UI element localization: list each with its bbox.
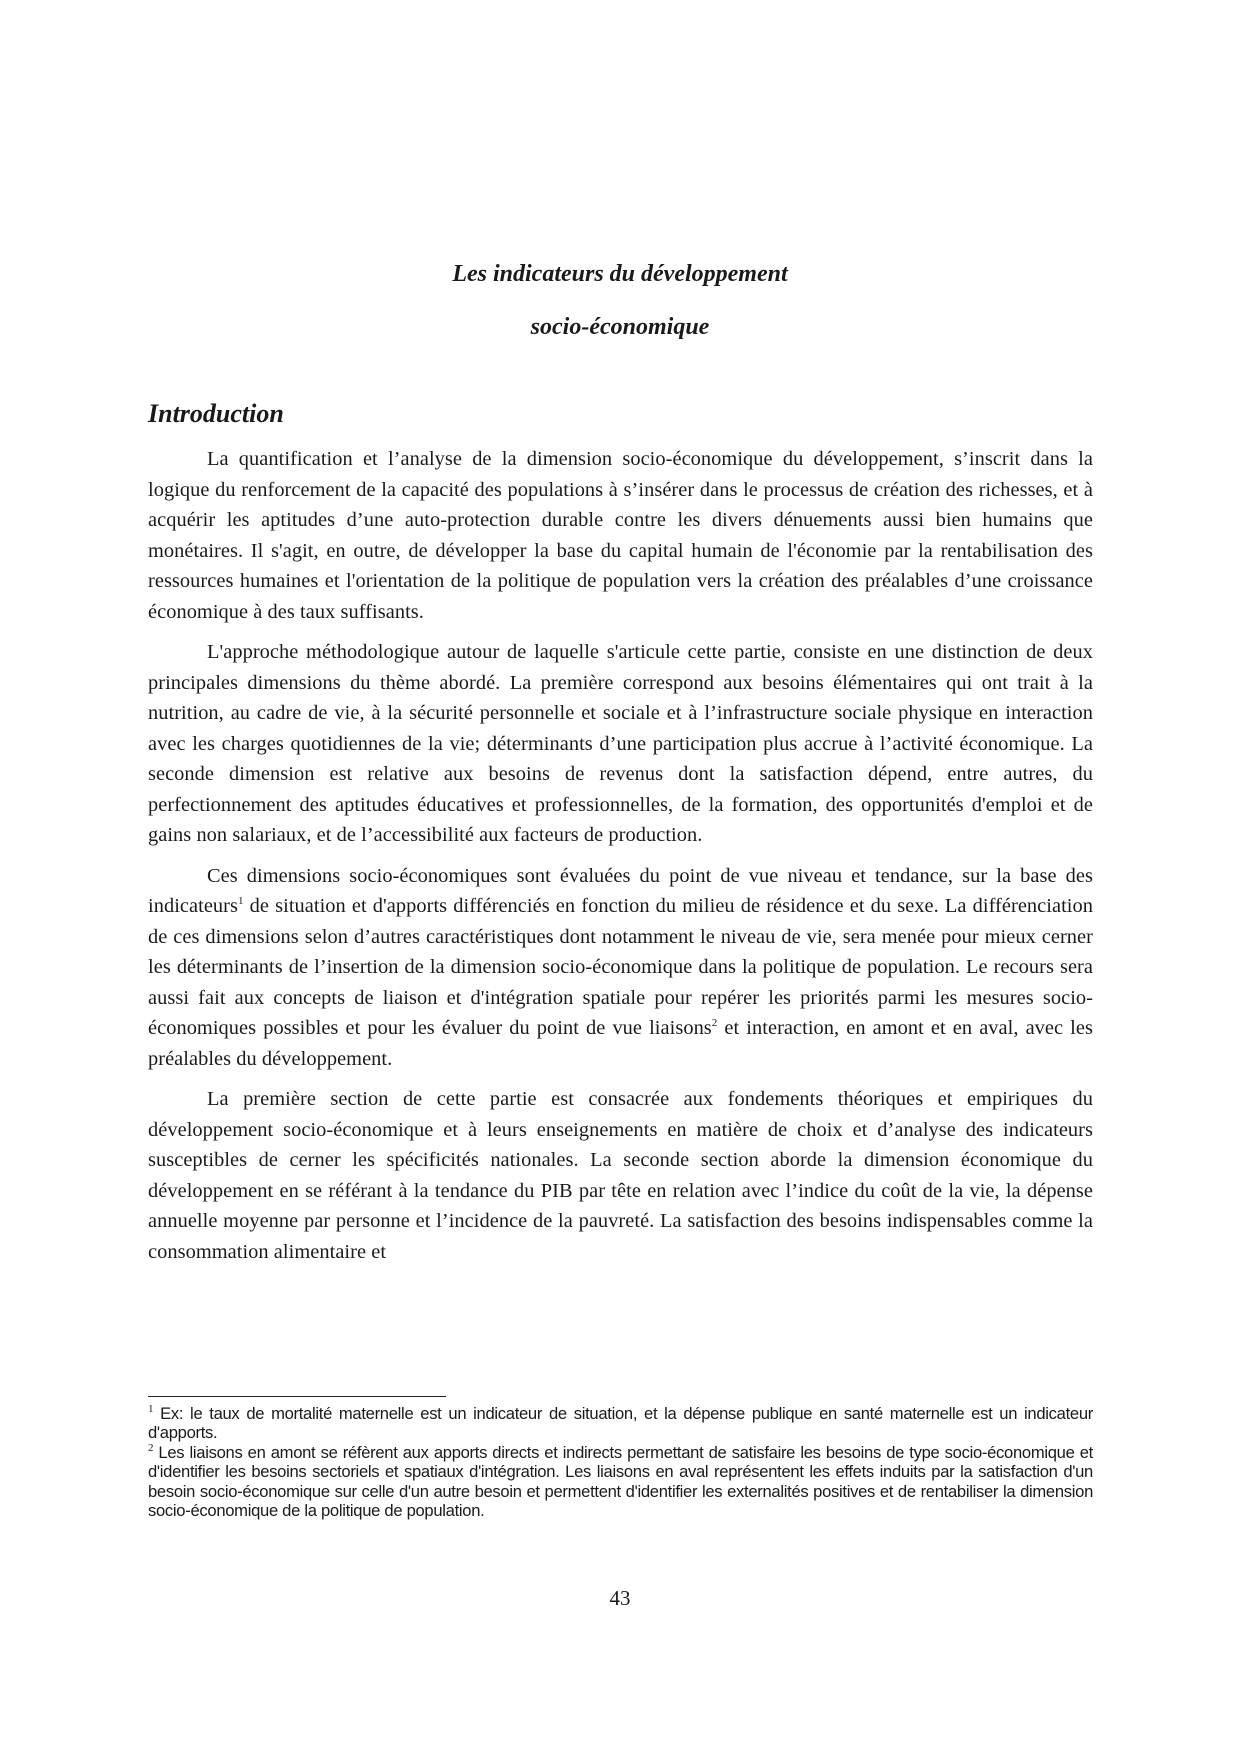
- footnote-reference-1[interactable]: 1: [238, 895, 244, 907]
- footnote-1-text: Ex: le taux de mortalité maternelle est un indicateur de situation, et la dépense publique en santé maternelle est un indicateur d'apports.: [148, 1404, 1093, 1443]
- paragraph-2: L'approche méthodologique autour de laquelle s'articule cette partie, consiste en une distinction de deux principales dimensions du thème abordé. La première correspond aux besoins élémentaires qui ont trait à la nutrition, au cadre de vie, à la sécurité personnelle et sociale et à l’infrastructure sociale physique en interaction avec les charges quotidiennes de la vie; déterminants d’une participation plus accrue à l’activité économique. La seconde dimension est relative aux besoins de revenus dont la satisfaction dépend, entre autres, du perfectionnement des aptitudes éducatives et professionnelles, de la formation, des opportunités d'emploi et de gains non salariaux, et de l’accessibilité aux facteurs de production.: [148, 641, 1093, 846]
- footnote-1-number: 1: [148, 1403, 154, 1415]
- paragraph-4: La première section de cette partie est consacrée aux fondements théoriques et empiriques du développement socio-économique et à leurs enseignements en matière de choix et d’analyse des indicateurs susceptibles de cerner les spécificités nationales. La seconde section aborde la dimension économique du développement en se référant à la tendance du PIB par tête en relation avec l’indice du coût de la vie, la dépense annuelle moyenne par personne et l’incidence de la pauvreté. La satisfaction des besoins indispensables comme la consommation alimentaire et: [148, 1088, 1093, 1263]
- paragraph-3: [148, 861, 1093, 1075]
- paragraph-3-text-c: et interaction, en amont et en aval, avec les préalables du développement.: [148, 1017, 1093, 1070]
- footnote-reference-2[interactable]: 2: [711, 1017, 718, 1029]
- footnotes: [148, 1404, 1093, 1520]
- page-number: 43: [609, 1586, 631, 1610]
- footnote-separator: [148, 1396, 446, 1397]
- page-title-line-1: Les indicateurs du développement: [452, 261, 788, 287]
- footnote-1: [148, 1404, 1093, 1443]
- paragraph-1: La quantification et l’analyse de la dimension socio-économique du développement, s’inscrit dans la logique du renforcement de la capacité des populations à s’insérer dans le processus de création des richesses, et à acquérir les aptitudes d’une auto-protection durable contre les divers dénuements aussi bien humains que monétaires. Il s'agit, en outre, de développer la base du capital humain de l'économie par la rentabilisation des ressources humaines et l'orientation de la politique de population vers la création des préalables d’une croissance économique à des taux suffisants.: [148, 448, 1093, 623]
- page-title-line-2: socio-économique: [530, 314, 710, 340]
- footnote-2-text: Les liaisons en amont se réfèrent aux apports directs et indirects permettant de satisfaire les besoins de type socio-économique et d'identifier les besoins sectoriels et spatiaux d'intégration. Les liaisons en aval représentent les effets induits par la satisfaction d'un besoin socio-économique sur celle d'un autre besoin et permettent d'identifier les externalités positives et de rentabiliser la dimension socio-économique de la politique de population.: [148, 1442, 1093, 1521]
- body-text: [148, 444, 1093, 1277]
- section-heading-introduction: Introduction: [148, 399, 284, 428]
- footnote-2-number: 2: [148, 1441, 154, 1454]
- footnote-2: [148, 1443, 1093, 1521]
- paragraph-3-text-a: Ces dimensions socio-économiques sont évaluées du point de vue niveau et tendance, sur la base des indicateurs: [148, 864, 1093, 917]
- paragraph-3-text-b: de situation et d'apports différenciés en fonction du milieu de résidence et du sexe. La différenciation de ces dimensions selon d’autres caractéristiques dont notamment le niveau de vie, sera menée pour mieux cerner les déterminants de l’insertion de la dimension socio-économique dans la politique de population. Le recours sera aussi fait aux concepts de liaison et d'intégration spatiale pour repérer les priorités parmi les mesures socio-économiques possibles et pour les évaluer du point de vue liaisons: [148, 895, 1093, 1039]
